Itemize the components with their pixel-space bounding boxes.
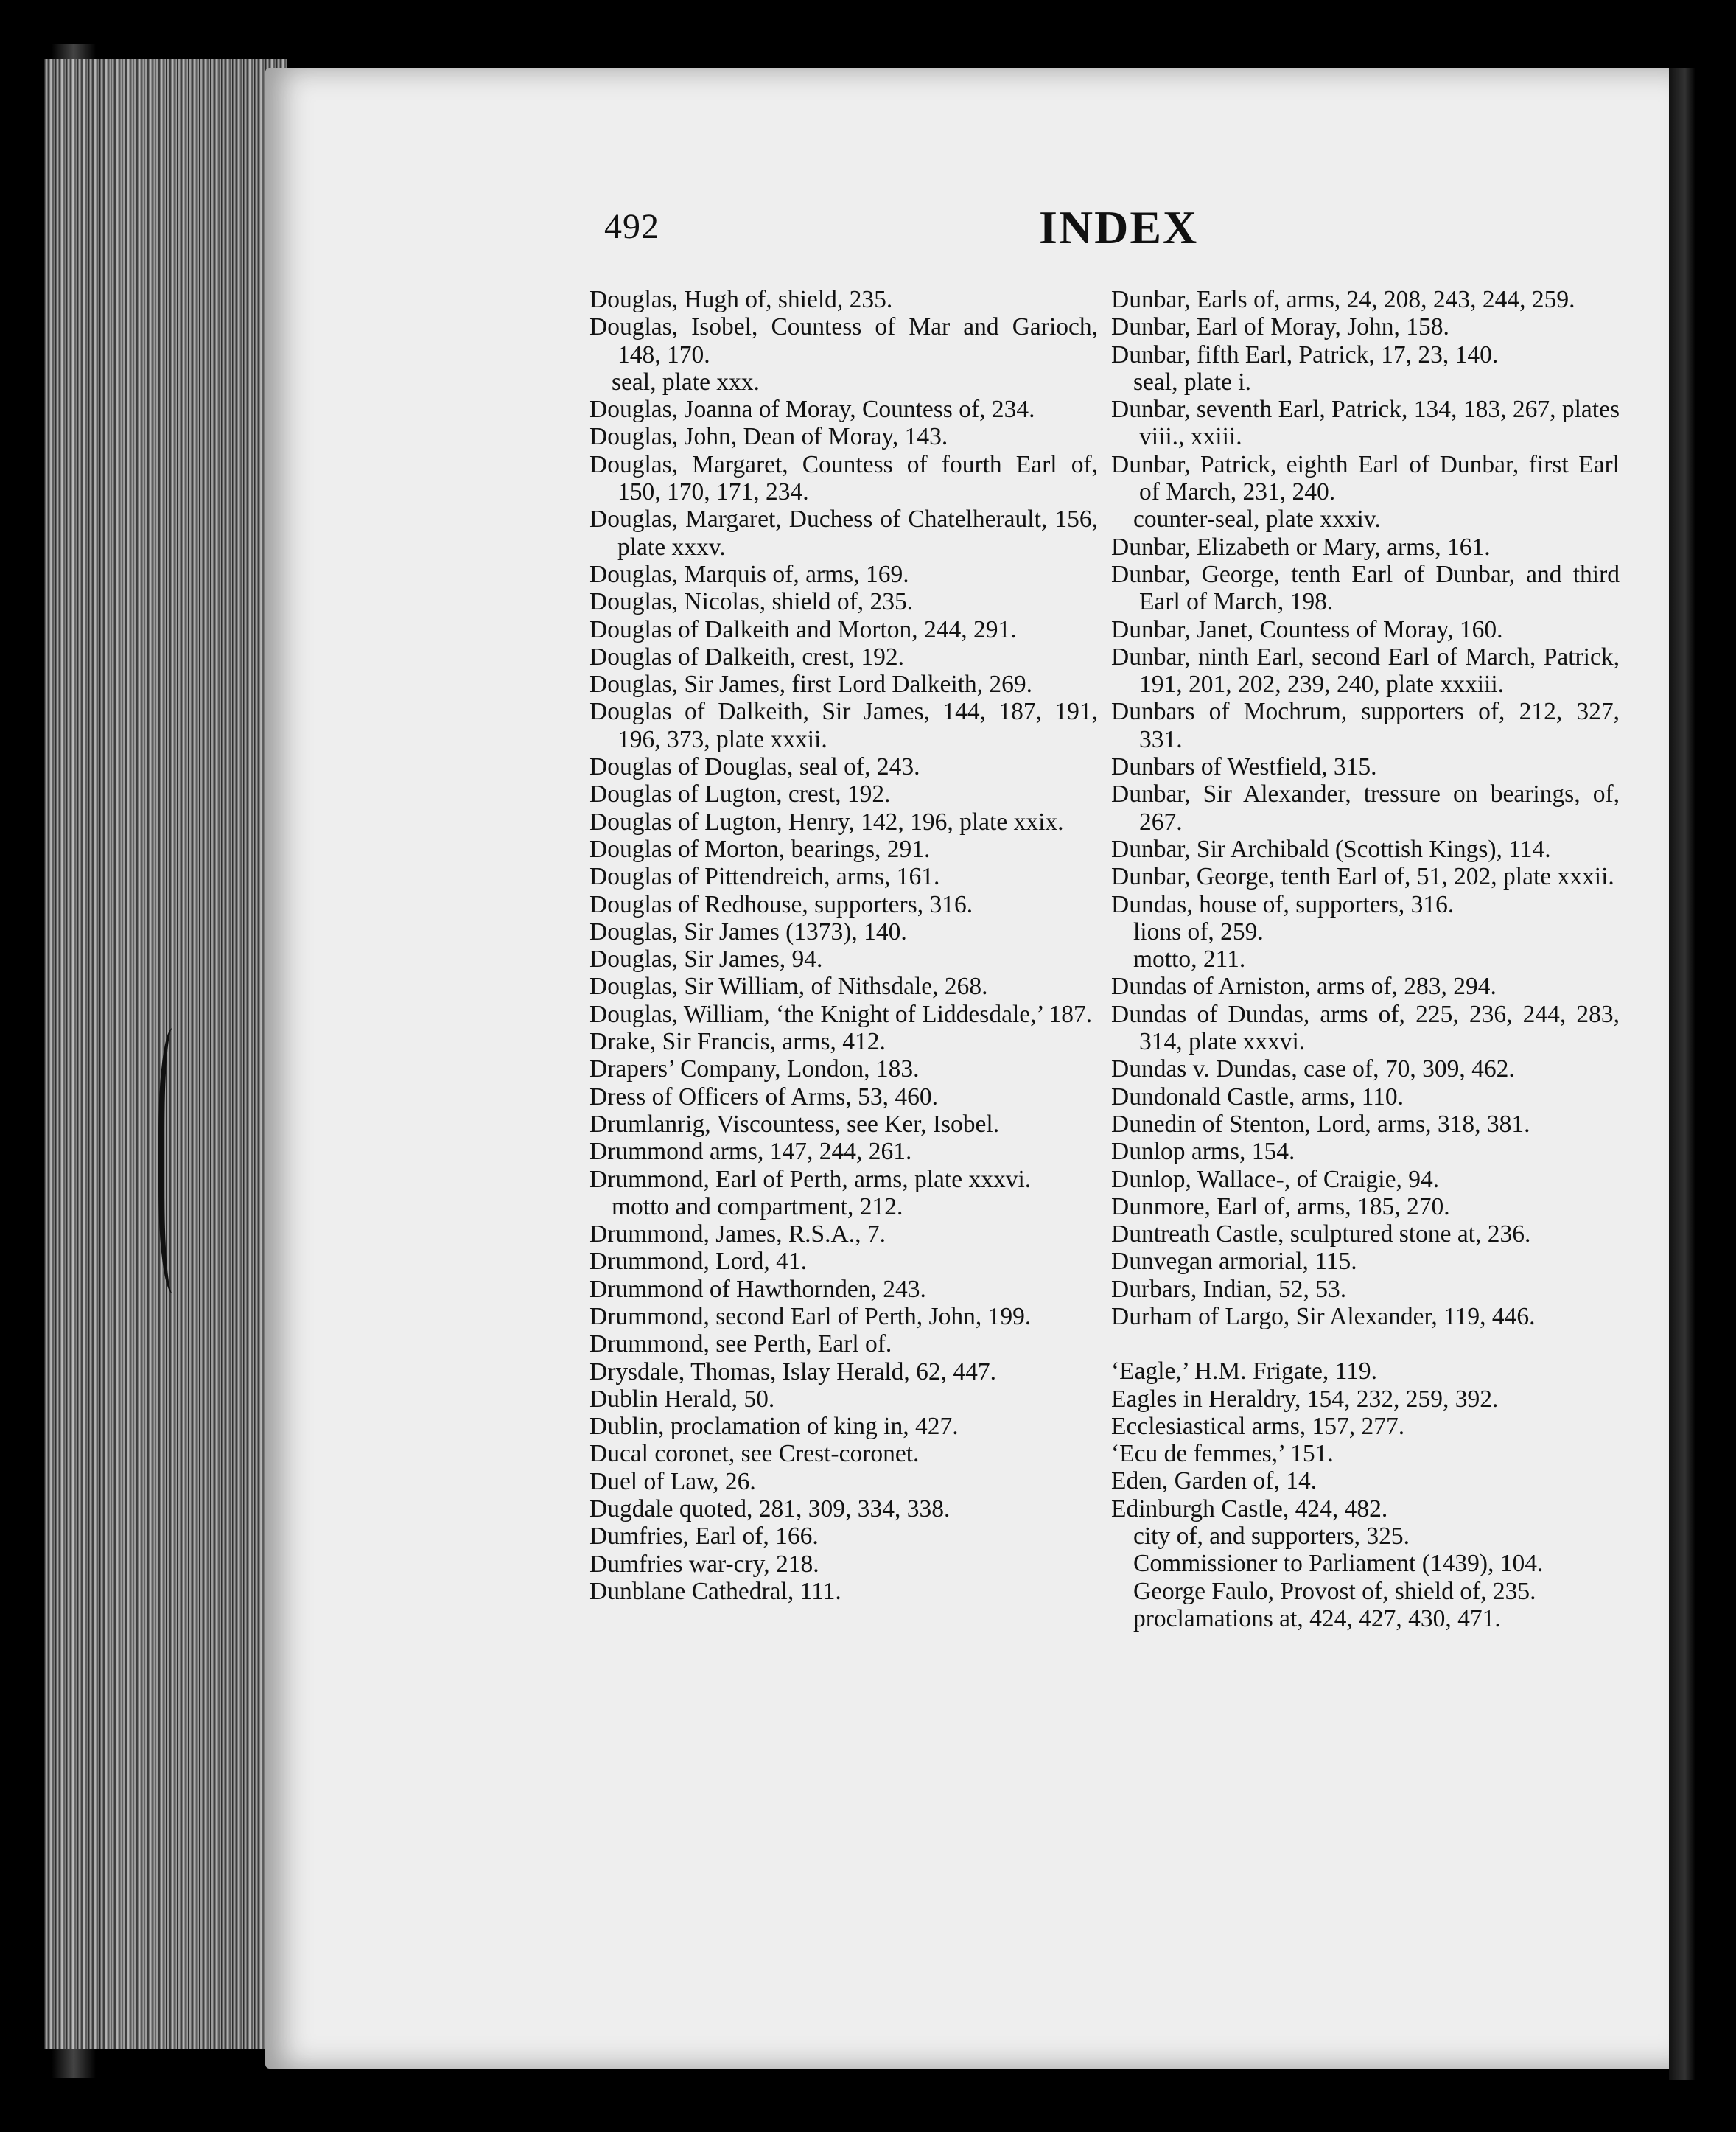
index-entry: Dress of Officers of Arms, 53, 460. — [589, 1083, 938, 1111]
index-entry: Dunbar, Elizabeth or Mary, arms, 161. — [1111, 533, 1491, 561]
index-entry: Dundas, house of, supporters, 316. — [1111, 890, 1455, 918]
index-entry: Dumfries war-cry, 218. — [589, 1550, 819, 1578]
index-entry: Douglas, Marquis of, arms, 169. — [589, 560, 909, 588]
index-entry: Dunbar, Patrick, eighth Earl of Dunbar, first Earl of March, 231, 240. — [1111, 450, 1620, 506]
index-entry: Douglas, William, ‘the Knight of Liddesdale,’ 187. — [589, 1000, 1093, 1028]
index-subentry: Commissioner to Parliament (1439), 104. — [1133, 1550, 1544, 1578]
index-entry: Dundas v. Dundas, case of, 70, 309, 462. — [1111, 1055, 1515, 1083]
index-entry: Drummond, Earl of Perth, arms, plate xxxvi. — [589, 1165, 1032, 1193]
index-entry: Douglas, Sir James, first Lord Dalkeith, 269. — [589, 671, 1033, 699]
index-entry: Drummond, second Earl of Perth, John, 199. — [589, 1302, 1032, 1330]
index-entry: Douglas of Douglas, seal of, 243. — [589, 753, 920, 781]
binding-shadow — [158, 1028, 194, 1293]
index-entry: Douglas of Dalkeith and Morton, 244, 291. — [589, 615, 1017, 643]
page-title: INDEX — [1039, 201, 1199, 254]
index-entry: Drummond, James, R.S.A., 7. — [589, 1220, 886, 1248]
index-subentry: lions of, 259. — [1133, 918, 1264, 946]
index-entry: Dunedin of Stenton, Lord, arms, 318, 381. — [1111, 1110, 1530, 1138]
index-entry: Dumfries, Earl of, 166. — [589, 1523, 819, 1551]
index-entry: Douglas of Lugton, crest, 192. — [589, 780, 891, 808]
index-entry: Douglas, Margaret, Countess of fourth Earl of, 150, 170, 171, 234. — [589, 450, 1098, 506]
index-entry: Ducal coronet, see Crest-coronet. — [589, 1440, 920, 1468]
index-entry: Ecclesiastical arms, 157, 277. — [1111, 1412, 1405, 1440]
index-entry: Drapers’ Company, London, 183. — [589, 1055, 920, 1083]
index-entry: Douglas of Morton, bearings, 291. — [589, 835, 931, 863]
page-right-edge — [1669, 68, 1695, 2080]
index-subentry: motto and compartment, 212. — [612, 1192, 903, 1220]
index-entry: Dunbar, Earl of Moray, John, 158. — [1111, 313, 1449, 341]
index-entry: Edinburgh Castle, 424, 482. — [1111, 1495, 1388, 1523]
index-column-left — [589, 286, 1098, 1605]
index-entry: Dublin, proclamation of king in, 427. — [589, 1413, 959, 1441]
index-entry: Drake, Sir Francis, arms, 412. — [589, 1028, 886, 1056]
index-entry: Dunbar, Sir Archibald (Scottish Kings), 114. — [1111, 835, 1551, 863]
index-entry: Duel of Law, 26. — [589, 1467, 756, 1495]
index-entry: Durbars, Indian, 52, 53. — [1111, 1275, 1347, 1303]
index-entry: Douglas, Nicolas, shield of, 235. — [589, 588, 914, 616]
index-subentry: seal, plate i. — [1133, 368, 1251, 396]
index-entry: Douglas, Sir William, of Nithsdale, 268. — [589, 973, 988, 1001]
index-entry: Durham of Largo, Sir Alexander, 119, 446. — [1111, 1302, 1536, 1330]
index-entry: Drumlanrig, Viscountess, see Ker, Isobel. — [589, 1110, 1000, 1138]
index-column-right — [1111, 286, 1620, 1632]
index-entry: Douglas, Margaret, Duchess of Chatelherault, 156, plate xxxv. — [589, 506, 1098, 561]
index-entry: Duntreath Castle, sculptured stone at, 236. — [1111, 1220, 1531, 1248]
index-entry: ‘Ecu de femmes,’ 151. — [1111, 1440, 1334, 1468]
index-entry: Dunvegan armorial, 115. — [1111, 1248, 1357, 1276]
index-subentry: counter-seal, plate xxxiv. — [1133, 506, 1381, 534]
index-entry: Dunbar, George, tenth Earl of, 51, 202, plate xxxii. — [1111, 863, 1614, 891]
index-entry: Dundonald Castle, arms, 110. — [1111, 1083, 1404, 1111]
index-entry: Douglas of Redhouse, supporters, 316. — [589, 890, 973, 918]
index-entry: Douglas of Dalkeith, crest, 192. — [589, 643, 905, 671]
index-entry: Drummond, see Perth, Earl of. — [589, 1330, 892, 1358]
index-entry: Douglas, Sir James (1373), 140. — [589, 918, 907, 946]
index-entry: Drummond of Hawthornden, 243. — [589, 1275, 926, 1303]
index-subentry: proclamations at, 424, 427, 430, 471. — [1133, 1604, 1501, 1632]
index-entry: Douglas, Isobel, Countess of Mar and Garioch, 148, 170. — [589, 313, 1098, 368]
index-entry: Douglas, John, Dean of Moray, 143. — [589, 423, 948, 451]
index-entry: Douglas of Lugton, Henry, 142, 196, plate xxix. — [589, 808, 1064, 836]
index-entry: Dundas of Arniston, arms of, 283, 294. — [1111, 973, 1497, 1001]
index-gap — [1111, 1330, 1620, 1357]
index-entry: Dugdale quoted, 281, 309, 334, 338. — [589, 1495, 951, 1523]
index-entry: Dunbar, Sir Alexander, tressure on bearings, of, 267. — [1111, 780, 1620, 836]
index-entry: Dunbar, George, tenth Earl of Dunbar, and third Earl of March, 198. — [1111, 560, 1620, 616]
index-entry: Eden, Garden of, 14. — [1111, 1467, 1317, 1495]
index-entry: Dunbar, Janet, Countess of Moray, 160. — [1111, 615, 1503, 643]
index-entry: Drummond, Lord, 41. — [589, 1248, 807, 1276]
index-entry: Douglas of Dalkeith, Sir James, 144, 187, 191, 196, 373, plate xxxii. — [589, 698, 1098, 753]
index-entry: Drysdale, Thomas, Islay Herald, 62, 447. — [589, 1357, 997, 1385]
index-entry: Dundas of Dundas, arms of, 225, 236, 244, 283, 314, plate xxxvi. — [1111, 1000, 1620, 1056]
index-entry: Douglas, Hugh of, shield, 235. — [589, 286, 893, 313]
index-subentry: seal, plate xxx. — [612, 368, 760, 396]
index-entry: Dunmore, Earl of, arms, 185, 270. — [1111, 1192, 1450, 1220]
page-number: 492 — [604, 207, 659, 246]
index-entry: Eagles in Heraldry, 154, 232, 259, 392. — [1111, 1385, 1499, 1413]
index-entry: Drummond arms, 147, 244, 261. — [589, 1138, 912, 1166]
index-entry: Douglas, Sir James, 94. — [589, 946, 823, 974]
index-entry: Dunblane Cathedral, 111. — [589, 1577, 841, 1605]
index-entry: Dunlop arms, 154. — [1111, 1138, 1295, 1166]
index-entry: Dunbar, Earls of, arms, 24, 208, 243, 244, 259. — [1111, 286, 1575, 313]
index-entry: Douglas, Joanna of Moray, Countess of, 234. — [589, 396, 1035, 424]
index-entry: Dunbar, ninth Earl, second Earl of March, Patrick, 191, 201, 202, 239, 240, plate xxxiii. — [1111, 643, 1620, 699]
index-subentry: motto, 211. — [1133, 946, 1246, 974]
index-entry: Dunbars of Westfield, 315. — [1111, 753, 1377, 781]
index-subentry: George Faulo, Provost of, shield of, 235. — [1133, 1577, 1536, 1605]
index-entry: Dunbar, fifth Earl, Patrick, 17, 23, 140. — [1111, 340, 1499, 368]
index-entry: Dublin Herald, 50. — [589, 1385, 775, 1413]
index-subentry: city of, and supporters, 325. — [1133, 1523, 1410, 1551]
index-entry: Dunlop, Wallace-, of Craigie, 94. — [1111, 1165, 1440, 1193]
index-entry: Dunbars of Mochrum, supporters of, 212, 327, 331. — [1111, 698, 1620, 753]
index-entry: Dunbar, seventh Earl, Patrick, 134, 183, 267, plates viii., xxiii. — [1111, 396, 1620, 451]
index-entry: Douglas of Pittendreich, arms, 161. — [589, 863, 940, 891]
index-entry: ‘Eagle,’ H.M. Frigate, 119. — [1111, 1357, 1377, 1385]
